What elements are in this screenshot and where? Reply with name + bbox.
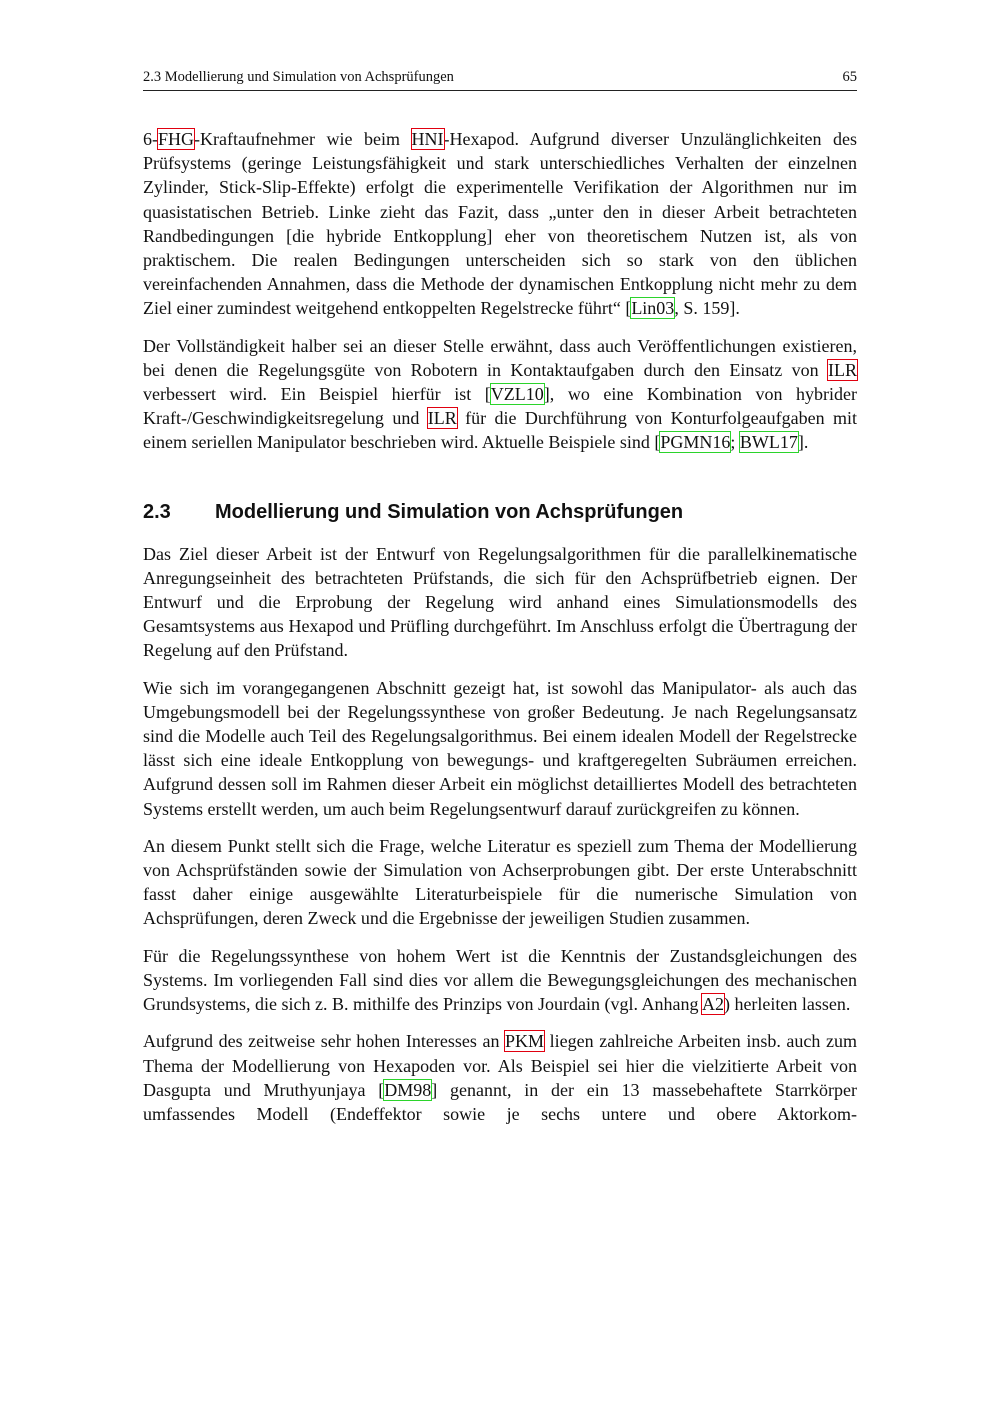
citation-link-bwl17[interactable]: BWL17 (739, 432, 798, 453)
acronym-link-hni[interactable]: HNI (411, 129, 444, 149)
appendix-link-a2[interactable]: A2 (701, 994, 724, 1015)
acronym-link-fhg[interactable]: FHG (158, 129, 195, 149)
paragraph-4: Wie sich im vorangegangenen Abschnitt gezeigt hat, ist sowohl das Manipulator- als auch das Umgebungsmodell bei der Regelungssynthese von großer Bedeutung. Je nach Regelungsansatz sind die Modelle auch Teil des Regelungsalgorithmus. Bei einem idealen Modell der Regelstrecke lässt sich eine ideale Entkopplung von bewegungs- und kraftgeregelten Subräumen erreichen. Aufgrund dessen soll im Rahmen dieser Arbeit ein möglichst detailliertes Modell des betrachteten Systems erstellt werden, um auch beim Regelungsentwurf darauf zurückgreifen zu können. (143, 677, 857, 819)
paragraph-3: Das Ziel dieser Arbeit ist der Entwurf von Regelungsalgorithmen für die parallelkinematische Anregungseinheit des betrachteten Prüfstands, die sich für den Achsprüfbetrieb eignen. Der Entwurf und die Erprobung der Regelung wird anhand eines Simulationsmodells des Gesamtsystems aus Hexapod und Prüfling durchgeführt. Im Anschluss erfolgt die Übertragung der Regelung auf den Prüfstand. (143, 543, 857, 661)
text: Der Vollständigkeit halber sei an dieser Stelle erwähnt, dass auch Veröffentlichungen existieren, bei denen die Regelungsgüte von Robotern in Kontaktaufgaben durch den Einsatz von (143, 335, 857, 380)
acronym-link-ilr[interactable]: ILR (828, 359, 857, 380)
text: ], wo eine Kombination von hybrider Kraft-/Geschwindigkeitsregelung und (143, 384, 857, 429)
text: Für die Regelungssynthese von hohem Wert ist die Kenntnis der Zustandsgleichungen des Systems. Im vorliegenden Fall sind dies vor allem die Bewegungsgleichungen des mechanischen Grundsystems, die sich z. B. mithilfe des Prinzips von Jourdain (vgl. Anhang (143, 945, 857, 1015)
text: Aufgrund des zeitweise sehr hohen Interesses an (143, 1031, 506, 1052)
text: liegen zahlreiche Arbeiten insb. auch zum Thema der Modellierung von Hexapoden vor. Als Beispiel sei hier die vielzitierte Arbeit von Dasgupta und Mruthyunjaya [ (143, 1031, 857, 1100)
citation-link-vzl10[interactable]: VZL10 (490, 384, 544, 405)
text: , S. 159]. (674, 298, 740, 319)
text: ]. (797, 432, 809, 453)
citation-link-pgmn16[interactable]: PGMN16 (660, 432, 731, 453)
paragraph-5: An diesem Punkt stellt sich die Frage, welche Literatur es speziell zum Thema der Modellierung von Achsprüfständen sowie der Simulation von Achserprobungen gibt. Der erste Unterabschnitt fasst daher einige ausgewählte Literaturbeispiele für die numerische Simulation von Achsprüfungen, deren Zweck und die Ergebnisse der jeweiligen Studien zusammen. (143, 835, 857, 929)
section-title: Modellierung und Simulation von Achsprüfungen (215, 500, 684, 523)
text: ] genannt, in der ein 13 massebehaftete Starrkörper umfassendes Modell (Endeffektor sowie je sechs untere und obere Aktorkom- (143, 1079, 857, 1124)
text: -Hexapod. Aufgrund diverser Unzulänglichkeiten des Prüfsystems (geringe Leistungsfähigkeit und stark unterschiedliches Verhalten der einzelnen Zylinder, Stick-Slip-Effekte) erfolgt die experimentelle Verifikation der Algorithmen nur im quasistatischen Betrieb. Linke zieht das Fazit, dass „unter den in dieser Arbeit betrachteten Randbedingungen [die hybride Entkopplung] eher von theoretischem Nutzen ist, als von praktischem. Die realen Bedingungen unterscheiden sich so stark von den üblichen vereinfachenden Annahmen, dass die Methode der dynamischen Entkopplung nicht mehr zu dem Ziel einer zumindest weitgehend entkoppelten Regelstrecke führt“ [ (143, 129, 857, 319)
paragraph-2 (143, 334, 857, 455)
running-header (143, 66, 857, 91)
section-number: 2.3 (143, 500, 171, 523)
paragraph-1 (143, 127, 857, 321)
text: -Kraftaufnehmer wie beim (194, 129, 412, 149)
running-title: 2.3 Modellierung und Simulation von Achsprüfungen (143, 69, 454, 85)
paragraph-6 (143, 944, 857, 1017)
acronym-link-ilr-2[interactable]: ILR (427, 408, 457, 429)
text: 6- (143, 129, 158, 149)
page-body (143, 127, 857, 1139)
text: ) herleiten lassen. (723, 994, 851, 1015)
text: ; (730, 432, 740, 453)
page-number: 65 (842, 69, 857, 85)
text: für die Durchführung von Konturfolgeaufgaben mit einem seriellen Manipulator beschrieben wird. Aktuelle Beispiele sind [ (143, 408, 857, 453)
section-heading (143, 501, 857, 524)
citation-link-lin03[interactable]: Lin03 (631, 298, 675, 319)
text: verbessert wird. Ein Beispiel hierfür ist [ (143, 384, 491, 405)
paragraph-7 (143, 1029, 857, 1126)
citation-link-dm98[interactable]: DM98 (384, 1079, 432, 1100)
acronym-link-pkm[interactable]: PKM (505, 1031, 545, 1052)
